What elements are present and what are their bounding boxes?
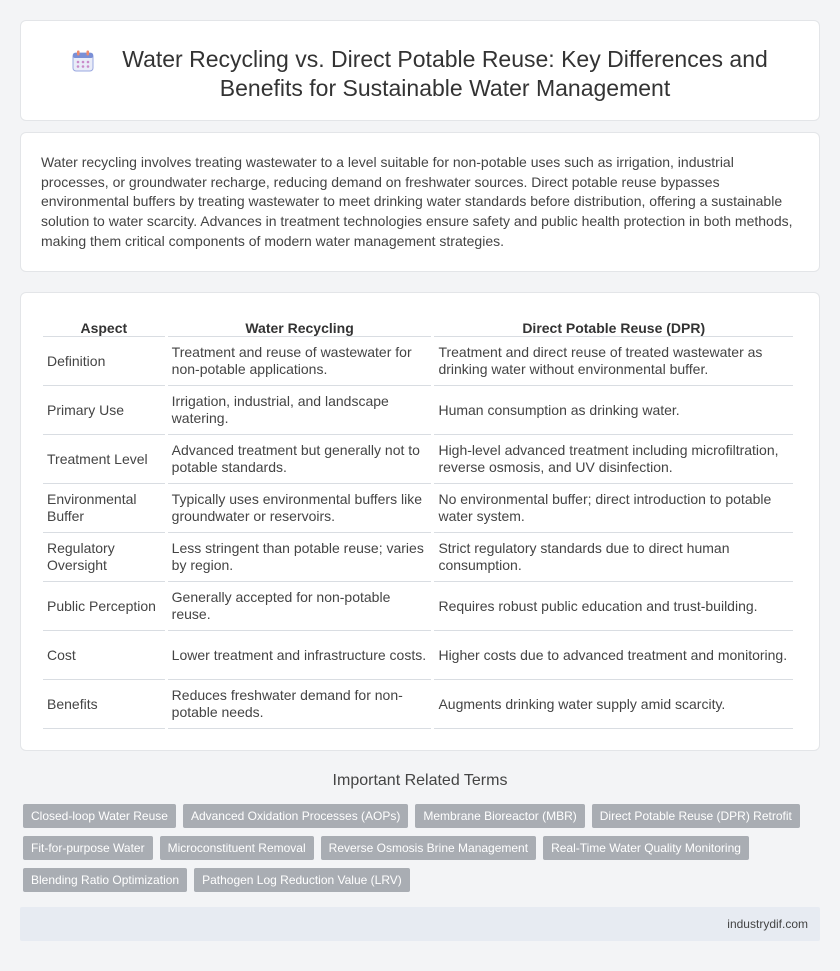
header-dpr: Direct Potable Reuse (DPR) — [434, 313, 793, 337]
row-dpr: Augments drinking water supply amid scarcity. — [434, 680, 793, 729]
page-title: Water Recycling vs. Direct Potable Reuse: Key Differences and Benefits for Sustainable Water Management — [122, 46, 768, 101]
row-aspect: Regulatory Oversight — [43, 533, 165, 582]
related-term-tag[interactable]: Direct Potable Reuse (DPR) Retrofit — [592, 804, 800, 828]
related-term-tag[interactable]: Membrane Bioreactor (MBR) — [415, 804, 584, 828]
row-recycling: Treatment and reuse of wastewater for non-potable applications. — [168, 337, 432, 386]
intro-paragraph: Water recycling involves treating wastewater to a level suitable for non-potable uses such as irrigation, industrial processes, or groundwater recharge, reducing demand on freshwater sources. Direct potable reuse bypasses environmental buffers by treating wastewater to meet drinking water standards before distribution, offering a sustainable solution to water scarcity. Advances in treatment technologies ensure safety and public health protection in both methods, making them critical components of modern water management strategies. — [41, 154, 793, 249]
related-term-tag[interactable]: Fit-for-purpose Water — [23, 836, 153, 860]
row-aspect: Public Perception — [43, 582, 165, 631]
row-recycling: Lower treatment and infrastructure costs. — [168, 631, 432, 680]
related-term-tag[interactable]: Reverse Osmosis Brine Management — [321, 836, 536, 860]
row-dpr: Human consumption as drinking water. — [434, 386, 793, 435]
footer-site-link[interactable]: industrydif.com — [727, 917, 808, 931]
row-recycling: Less stringent than potable reuse; varies by region. — [168, 533, 432, 582]
table-row — [43, 533, 793, 582]
comparison-table — [40, 313, 796, 729]
related-term-tag[interactable]: Pathogen Log Reduction Value (LRV) — [194, 868, 410, 892]
table-header-row — [43, 313, 793, 337]
row-dpr: High-level advanced treatment including microfiltration, reverse osmosis, and UV disinfection. — [434, 435, 793, 484]
table-row — [43, 386, 793, 435]
row-aspect: Cost — [43, 631, 165, 680]
header-water-recycling: Water Recycling — [168, 313, 432, 337]
row-dpr: Requires robust public education and trust-building. — [434, 582, 793, 631]
header-aspect: Aspect — [43, 313, 165, 337]
related-term-tag[interactable]: Advanced Oxidation Processes (AOPs) — [183, 804, 408, 828]
row-dpr: Higher costs due to advanced treatment and monitoring. — [434, 631, 793, 680]
table-row — [43, 337, 793, 386]
header-card — [20, 20, 820, 121]
table-row — [43, 680, 793, 729]
related-term-tag[interactable]: Closed-loop Water Reuse — [23, 804, 176, 828]
row-dpr: No environmental buffer; direct introduction to potable water system. — [434, 484, 793, 533]
intro-card — [20, 132, 820, 272]
table-row — [43, 582, 793, 631]
table-row — [43, 435, 793, 484]
related-term-tag[interactable]: Real-Time Water Quality Monitoring — [543, 836, 749, 860]
row-recycling: Advanced treatment but generally not to potable standards. — [168, 435, 432, 484]
footer — [20, 907, 820, 941]
related-terms-list — [23, 804, 813, 892]
row-aspect: Definition — [43, 337, 165, 386]
row-recycling: Reduces freshwater demand for non-potable needs. — [168, 680, 432, 729]
row-aspect: Environmental Buffer — [43, 484, 165, 533]
row-recycling: Generally accepted for non-potable reuse. — [168, 582, 432, 631]
comparison-card — [20, 292, 820, 751]
related-terms-heading: Important Related Terms — [332, 772, 508, 789]
row-recycling: Irrigation, industrial, and landscape watering. — [168, 386, 432, 435]
row-aspect: Benefits — [43, 680, 165, 729]
row-dpr: Strict regulatory standards due to direct human consumption. — [434, 533, 793, 582]
row-aspect: Primary Use — [43, 386, 165, 435]
related-term-tag[interactable]: Microconstituent Removal — [160, 836, 314, 860]
row-recycling: Typically uses environmental buffers like groundwater or reservoirs. — [168, 484, 432, 533]
row-aspect: Treatment Level — [43, 435, 165, 484]
related-term-tag[interactable]: Blending Ratio Optimization — [23, 868, 187, 892]
table-row — [43, 631, 793, 680]
row-dpr: Treatment and direct reuse of treated wastewater as drinking water without environmental buffer. — [434, 337, 793, 386]
table-row — [43, 484, 793, 533]
